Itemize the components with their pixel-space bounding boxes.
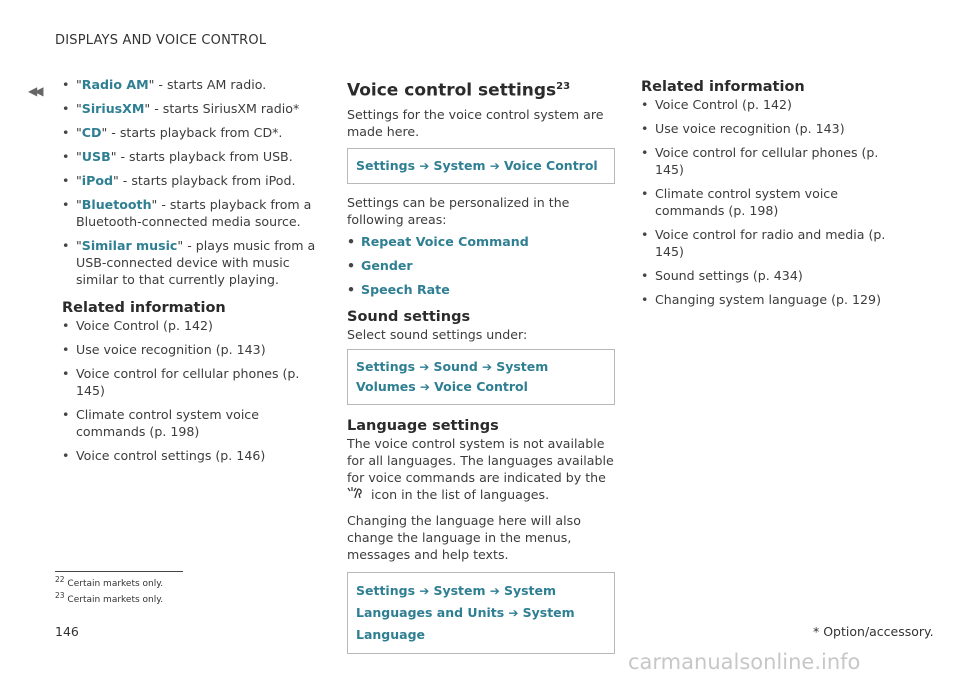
arrow-icon: ➔ [415,359,434,374]
related-link[interactable]: • Voice Control (p. 142) [62,317,327,334]
related-link[interactable]: • Climate control system voice commands (p. 198) [62,406,327,440]
related-link[interactable]: • Voice control settings (p. 146) [62,447,327,464]
list-item: • "SiriusXM" - starts SiriusXM radio* [62,100,327,117]
page-number: 146 [55,624,79,639]
list-item: • "Similar music" - plays music from a USB-connected device with music similar to that currently playing. [62,237,327,288]
arrow-icon: ➔ [415,379,435,394]
arrow-icon: ➔ [504,606,523,621]
arrow-icon: ➔ [415,158,434,173]
arrow-icon: ➔ [485,584,504,599]
language-change-text: Changing the language here will also change the language in the menus, messages and help texts. [347,513,581,563]
personalize-text: Settings can be personalized in the following areas: [347,194,570,227]
column-2 [347,76,615,654]
page-header: DISPLAYS AND VOICE CONTROL [55,33,267,48]
related-list [62,317,327,464]
arrow-icon: ➔ [485,158,504,173]
list-item: • "USB" - starts playback from USB. [62,148,327,165]
related-heading: Related information [62,300,226,316]
arrow-icon: ➔ [415,584,434,599]
arrow-icon: ➔ [477,359,497,374]
related-link[interactable]: • Climate control system voice commands (p. 198) [641,185,911,219]
settings-areas-list [347,233,615,298]
related-link[interactable]: • Voice control for radio and media (p. 145) [641,226,911,260]
footnote-divider [55,571,183,572]
back-arrows-icon[interactable]: ◀◀ [28,84,41,98]
language-heading: Language settings [347,417,499,434]
list-item: • "Bluetooth" - starts playback from a Bluetooth-connected media source. [62,196,327,230]
related-heading: Related information [641,79,805,95]
list-item: • "CD" - starts playback from CD*. [62,124,327,141]
watermark: carmanualsonline.info [628,650,861,674]
related-link[interactable]: • Use voice recognition (p. 143) [641,120,911,137]
voice-command-list [62,76,327,288]
menu-path-sound: Settings ➔ Sound ➔ System Volumes ➔ Voice Control [347,349,615,405]
menu-path-language: Settings ➔ System ➔ System Languages and Units ➔ System Language [347,572,615,654]
sound-heading: Sound settings [347,308,471,325]
footnote: $^{23}$ Certain markets only. [55,591,164,605]
language-text: The voice control system is not available for all languages. The languages available for voice commands are indicated by the icon in the list of languages. [347,435,615,505]
related-link[interactable]: • Changing system language (p. 129) [641,291,911,308]
option-note: * Option/accessory. [813,624,934,639]
menu-path-voice-control: Settings ➔ System ➔ Voice Control [347,148,615,184]
sound-text: Select sound settings under: [347,326,528,342]
list-item: • Repeat Voice Command [347,233,615,250]
list-item: • Gender [347,257,615,274]
related-link[interactable]: • Sound settings (p. 434) [641,267,911,284]
section-title: Voice control settings$^{23}$ [347,80,571,101]
list-item: • Speech Rate [347,281,615,298]
related-link[interactable]: • Voice control for cellular phones (p. 145) [62,365,327,399]
voice-control-icon [347,486,367,504]
column-1 [62,76,327,471]
related-link[interactable]: • Voice control for cellular phones (p. 145) [641,144,911,178]
list-item: • "Radio AM" - starts AM radio. [62,76,327,93]
related-link[interactable]: • Voice Control (p. 142) [641,96,911,113]
intro-text: Settings for the voice control system are made here. [347,106,604,139]
column-3 [641,76,911,315]
footnotes [55,574,163,606]
related-list [641,96,911,308]
related-link[interactable]: • Use voice recognition (p. 143) [62,341,327,358]
list-item: • "iPod" - starts playback from iPod. [62,172,327,189]
footnote: $^{22}$ Certain markets only. [55,575,164,589]
